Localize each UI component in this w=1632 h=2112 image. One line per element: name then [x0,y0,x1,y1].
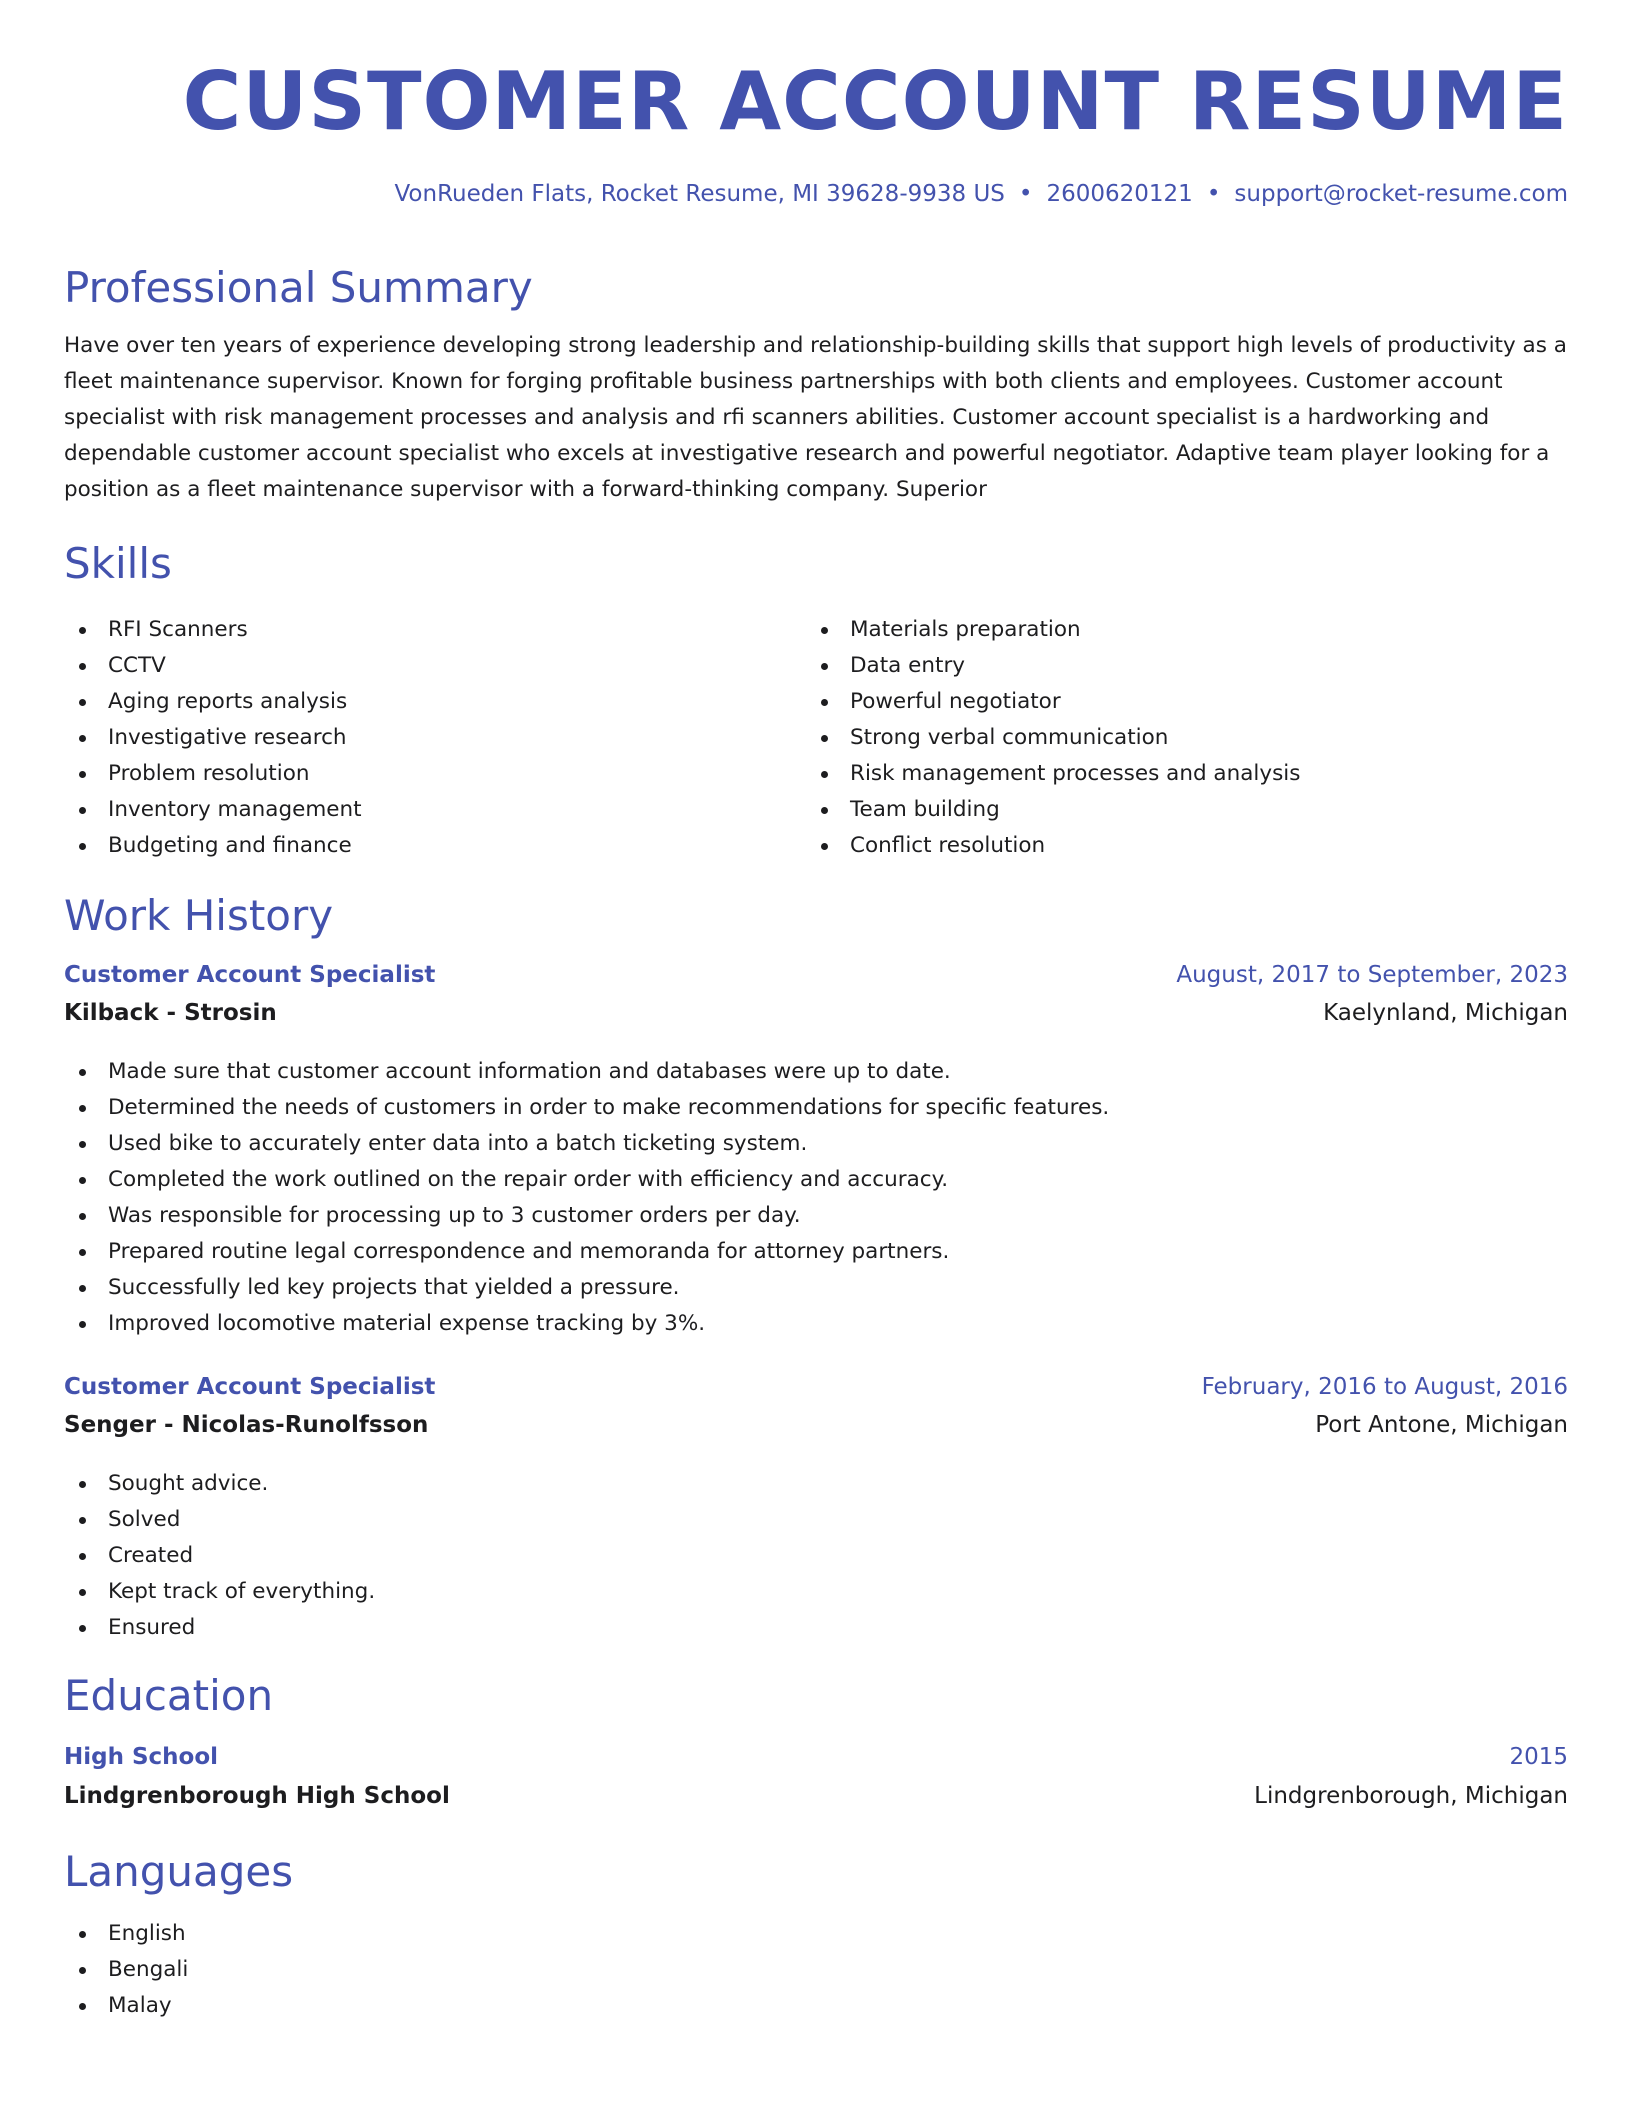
section-title-work: Work History [64,891,334,940]
skill-item: Conflict resolution [806,828,1300,864]
skill-item: Risk management processes and analysis [806,756,1300,792]
language-item: Malay [64,1988,188,2024]
skill-item: Data entry [806,648,1300,684]
job-bullet: Improved locomotive material expense tracking by 3%. [64,1306,1109,1342]
skill-item: Budgeting and finance [64,828,362,864]
contact-email[interactable]: support@rocket-resume.com [1234,181,1568,207]
job-bullets [64,1466,375,1646]
job-bullet: Made sure that customer account information and databases were up to date. [64,1054,1109,1090]
section-title-education: Education [64,1671,274,1720]
education-header [64,1744,1568,1782]
job-bullet: Created [64,1538,375,1574]
job-bullet: Used bike to accurately enter data into a batch ticketing system. [64,1126,1109,1162]
contact-phone: 2600620121 [1046,181,1193,207]
job-title: Customer Account Specialist [64,1374,436,1400]
job-bullet: Completed the work outlined on the repair order with efficiency and accuracy. [64,1162,1109,1198]
skill-item: Powerful negotiator [806,684,1300,720]
skill-item: Strong verbal communication [806,720,1300,756]
summary-text: Have over ten years of experience developing strong leadership and relationship-building skills that support high levels of productivity as a fleet maintenance supervisor. Known for forging profitable business partnerships with both clients and employees. Customer account specialist with risk management processes and analysis and rfi scanners abilities. Customer account specialist is a hardworking and dependable customer account specialist who excels at investigative research and powerful negotiator. Adaptive team player looking for a position as a fleet maintenance supervisor with a forward-thinking company. Superior [64,333,1567,502]
job-company: Kilback - Strosin [64,1000,277,1026]
skill-item: Investigative research [64,720,362,756]
skill-item: Problem resolution [64,756,362,792]
section-title-summary: Professional Summary [64,263,533,312]
education-degree: High School [64,1744,219,1770]
job-bullet: Successfully led key projects that yielded a pressure. [64,1270,1109,1306]
job-bullet: Solved [64,1502,375,1538]
education-year: 2015 [1509,1744,1568,1770]
language-item: English [64,1916,188,1952]
job-bullet: Determined the needs of customers in order to make recommendations for specific features. [64,1090,1109,1126]
job-bullet: Prepared routine legal correspondence and memoranda for attorney partners. [64,1234,1109,1270]
job-subheader [64,1412,1568,1450]
job-dates: February, 2016 to August, 2016 [1201,1374,1568,1400]
job-bullet: Was responsible for processing up to 3 customer orders per day. [64,1198,1109,1234]
skills-list-right [806,612,1300,864]
skill-item: Materials preparation [806,612,1300,648]
job-header [64,962,1568,1000]
contact-address: VonRueden Flats, Rocket Resume, MI 39628-9938 US [394,181,1005,207]
section-title-skills: Skills [64,539,172,588]
skill-item: Team building [806,792,1300,828]
job-bullet: Ensured [64,1610,375,1646]
contact-separator: • [1018,181,1033,207]
job-company: Senger - Nicolas-Runolfsson [64,1412,429,1438]
education-subheader [64,1783,1568,1821]
skill-item: CCTV [64,648,362,684]
resume-title: CUSTOMER ACCOUNT RESUME [182,55,1568,148]
job-bullet: Kept track of everything. [64,1574,375,1610]
contact-separator: • [1206,181,1221,207]
skill-item: RFI Scanners [64,612,362,648]
contact-line [394,178,1568,210]
job-location: Kaelynland, Michigan [1323,1000,1568,1026]
languages-list [64,1916,188,2024]
education-location: Lindgrenborough, Michigan [1254,1783,1568,1809]
job-header [64,1374,1568,1412]
job-subheader [64,1000,1568,1038]
skills-list-left [64,612,362,864]
job-bullets [64,1054,1109,1342]
job-location: Port Antone, Michigan [1315,1412,1568,1438]
job-dates: August, 2017 to September, 2023 [1176,962,1568,988]
skill-item: Inventory management [64,792,362,828]
section-title-languages: Languages [64,1847,294,1896]
job-bullet: Sought advice. [64,1466,375,1502]
job-title: Customer Account Specialist [64,962,436,988]
education-school: Lindgrenborough High School [64,1783,450,1809]
skill-item: Aging reports analysis [64,684,362,720]
language-item: Bengali [64,1952,188,1988]
